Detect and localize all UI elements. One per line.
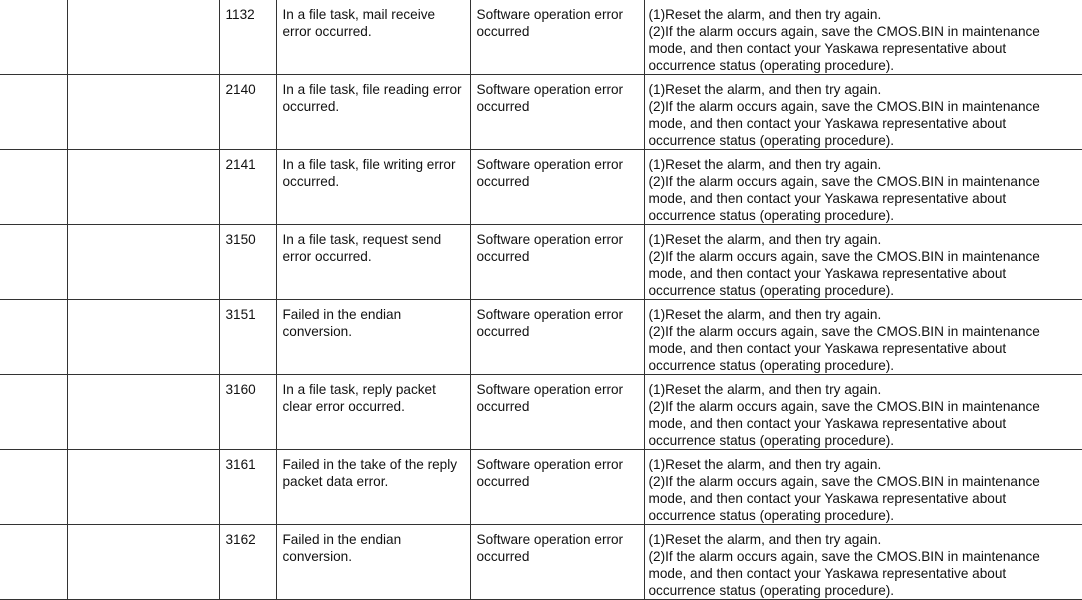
remedy-step: (1)Reset the alarm, and then try again. xyxy=(648,532,882,547)
alarm-description: In a file task, file writing error occurred. xyxy=(276,150,470,225)
remedy-step: (1)Reset the alarm, and then try again. xyxy=(648,382,882,397)
alarm-code: 3151 xyxy=(219,300,276,375)
alarm-remedy xyxy=(644,375,1082,450)
alarm-cause: Software operation error occurred xyxy=(470,150,644,225)
alarm-cause: Software operation error occurred xyxy=(470,300,644,375)
table-row xyxy=(0,525,1082,600)
alarm-cause: Software operation error occurred xyxy=(470,75,644,150)
remedy-step: (1)Reset the alarm, and then try again. xyxy=(648,307,882,322)
table-row xyxy=(0,150,1082,225)
remedy-step: (1)Reset the alarm, and then try again. xyxy=(648,457,882,472)
blank-cell xyxy=(0,525,67,600)
remedy-step: (2)If the alarm occurs again, save the CMOS.BIN in maintenance mode, and then contact your Yaskawa representative about occurrence status (operating procedure). xyxy=(648,549,1040,598)
alarm-cause: Software operation error occurred xyxy=(470,375,644,450)
table-row xyxy=(0,75,1082,150)
blank-cell xyxy=(67,75,219,150)
remedy-step: (2)If the alarm occurs again, save the CMOS.BIN in maintenance mode, and then contact your Yaskawa representative about occurrence status (operating procedure). xyxy=(648,249,1040,298)
blank-cell xyxy=(0,375,67,450)
remedy-step: (2)If the alarm occurs again, save the CMOS.BIN in maintenance mode, and then contact your Yaskawa representative about occurrence status (operating procedure). xyxy=(648,324,1040,373)
alarm-remedy xyxy=(644,0,1082,75)
alarm-code: 3160 xyxy=(219,375,276,450)
table-row xyxy=(0,225,1082,300)
blank-cell xyxy=(67,300,219,375)
alarm-code: 2141 xyxy=(219,150,276,225)
alarm-description: In a file task, request send error occurred. xyxy=(276,225,470,300)
alarm-code: 2140 xyxy=(219,75,276,150)
alarm-code: 1132 xyxy=(219,0,276,75)
remedy-step: (2)If the alarm occurs again, save the CMOS.BIN in maintenance mode, and then contact your Yaskawa representative about occurrence status (operating procedure). xyxy=(648,474,1040,523)
table-row xyxy=(0,0,1082,75)
alarm-description: In a file task, mail receive error occurred. xyxy=(276,0,470,75)
blank-cell xyxy=(67,525,219,600)
table-row xyxy=(0,300,1082,375)
blank-cell xyxy=(0,150,67,225)
alarm-cause: Software operation error occurred xyxy=(470,450,644,525)
blank-cell xyxy=(67,225,219,300)
blank-cell xyxy=(0,300,67,375)
remedy-step: (1)Reset the alarm, and then try again. xyxy=(648,232,882,247)
alarm-cause: Software operation error occurred xyxy=(470,0,644,75)
blank-cell xyxy=(67,375,219,450)
alarm-cause: Software operation error occurred xyxy=(470,225,644,300)
alarm-remedy xyxy=(644,75,1082,150)
alarm-description: In a file task, reply packet clear error occurred. xyxy=(276,375,470,450)
remedy-step: (1)Reset the alarm, and then try again. xyxy=(648,7,882,22)
remedy-step: (2)If the alarm occurs again, save the CMOS.BIN in maintenance mode, and then contact your Yaskawa representative about occurrence status (operating procedure). xyxy=(648,174,1040,223)
blank-cell xyxy=(67,0,219,75)
alarm-remedy xyxy=(644,300,1082,375)
alarm-cause: Software operation error occurred xyxy=(470,525,644,600)
alarm-remedy xyxy=(644,450,1082,525)
alarm-code: 3150 xyxy=(219,225,276,300)
alarm-description: Failed in the take of the reply packet data error. xyxy=(276,450,470,525)
remedy-step: (1)Reset the alarm, and then try again. xyxy=(648,157,882,172)
alarm-code: 3162 xyxy=(219,525,276,600)
blank-cell xyxy=(0,225,67,300)
blank-cell xyxy=(67,150,219,225)
blank-cell xyxy=(67,450,219,525)
alarm-description: In a file task, file reading error occurred. xyxy=(276,75,470,150)
remedy-step: (2)If the alarm occurs again, save the CMOS.BIN in maintenance mode, and then contact your Yaskawa representative about occurrence status (operating procedure). xyxy=(648,99,1040,148)
remedy-step: (2)If the alarm occurs again, save the CMOS.BIN in maintenance mode, and then contact your Yaskawa representative about occurrence status (operating procedure). xyxy=(648,24,1040,73)
table-row xyxy=(0,375,1082,450)
alarm-description: Failed in the endian conversion. xyxy=(276,525,470,600)
remedy-step: (1)Reset the alarm, and then try again. xyxy=(648,82,882,97)
blank-cell xyxy=(0,450,67,525)
alarm-code: 3161 xyxy=(219,450,276,525)
alarm-description: Failed in the endian conversion. xyxy=(276,300,470,375)
alarm-remedy xyxy=(644,225,1082,300)
blank-cell xyxy=(0,75,67,150)
alarm-remedy xyxy=(644,525,1082,600)
table-row xyxy=(0,450,1082,525)
alarm-remedy xyxy=(644,150,1082,225)
blank-cell xyxy=(0,0,67,75)
remedy-step: (2)If the alarm occurs again, save the CMOS.BIN in maintenance mode, and then contact your Yaskawa representative about occurrence status (operating procedure). xyxy=(648,399,1040,448)
